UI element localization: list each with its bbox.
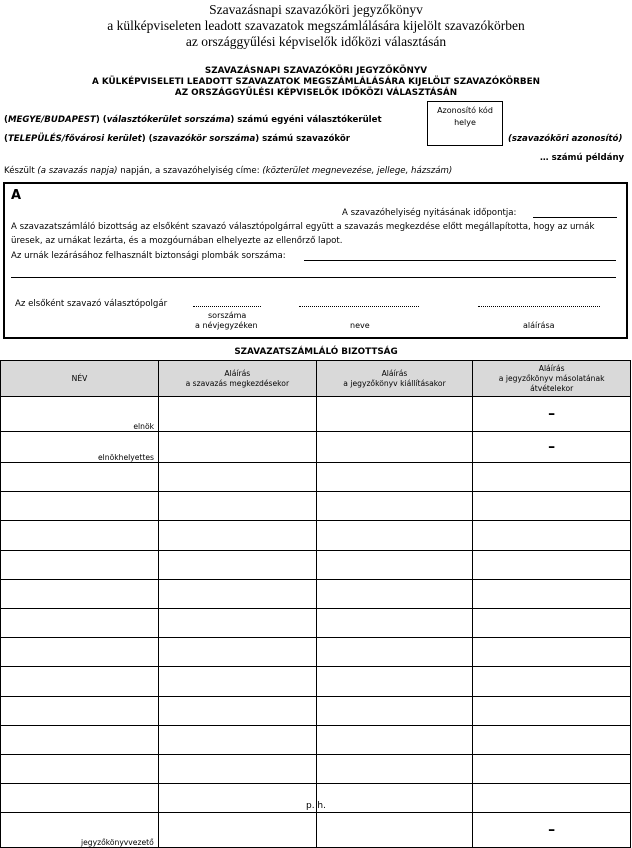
- seal-place: p. h.: [306, 801, 326, 811]
- seals-label: Az urnák lezárásához felhasznált biztonsági plombák sorszáma:: [11, 251, 286, 261]
- table-row: [1, 813, 631, 848]
- precinct-line: (TELEPÜLÉS/fővárosi kerület) (szavazókör sorszáma) számú szavazókör: [4, 134, 350, 144]
- table-row: [1, 550, 631, 579]
- caption-number-1: sorszáma: [208, 311, 247, 320]
- table-row: [1, 579, 631, 608]
- table-row: [1, 754, 631, 783]
- committee-table: [0, 360, 631, 848]
- dash-mark: –: [473, 813, 631, 848]
- signature-cell[interactable]: [316, 432, 473, 463]
- precinct-id: (szavazóköri azonosító): [508, 134, 623, 144]
- table-row: [1, 638, 631, 667]
- section-a-letter: A: [11, 188, 22, 203]
- signature-cell[interactable]: [158, 432, 316, 463]
- table-row: [1, 608, 631, 637]
- table-row: [1, 492, 631, 521]
- table-header-row: [1, 361, 631, 397]
- seals-field-2[interactable]: [11, 277, 616, 278]
- district-line: (MEGYE/BUDAPEST) (választókerület sorszáma) számú egyéni választókerület: [4, 115, 382, 125]
- signature-cell[interactable]: [158, 813, 316, 848]
- table-row: [1, 521, 631, 550]
- opening-time-label: A szavazóhelyiség nyitásának időpontja:: [342, 208, 517, 218]
- first-voter-label: Az elsőként szavazó választópolgár: [15, 299, 168, 309]
- header-line-3: az országgyűlési képviselők időközi választásán: [185, 34, 447, 49]
- table-row: [1, 463, 631, 492]
- signature-cell[interactable]: [158, 397, 316, 432]
- table-row: [1, 667, 631, 696]
- copy-number: … számú példány: [540, 153, 625, 163]
- table-row: [1, 432, 631, 463]
- caption-number-2: a névjegyzéken: [195, 321, 258, 330]
- opening-time-field[interactable]: [533, 217, 617, 218]
- first-voter-number-field[interactable]: [193, 306, 261, 307]
- table-row: [1, 725, 631, 754]
- header-line-2: a külképviseleten leadott szavazatok megszámlálására kijelölt szavazókörben: [107, 18, 525, 33]
- role-clerk[interactable]: jegyzőkönyvvezető: [1, 813, 159, 848]
- signature-cell[interactable]: [316, 813, 473, 848]
- table-row: [1, 696, 631, 725]
- dash-mark: –: [473, 397, 631, 432]
- first-voter-name-field[interactable]: [299, 306, 419, 307]
- doc-title-1: SZAVAZÁSNAPI SZAVAZÓKÖRI JEGYZŐKÖNYV: [204, 66, 428, 76]
- col-sig-issue: Aláírás a jegyzőkönyv kiállításakor: [316, 361, 473, 397]
- dash-mark: –: [473, 432, 631, 463]
- made-line: Készült (a szavazás napja) napján, a szavazóhelyiség címe: (közterület megnevezése, jellege, házszám): [4, 166, 453, 176]
- role-vice-chair[interactable]: elnökhelyettes: [1, 432, 159, 463]
- header-line-1: Szavazásnapi szavazóköri jegyzőkönyv: [209, 2, 423, 17]
- table-row: [1, 397, 631, 432]
- signature-cell[interactable]: [316, 397, 473, 432]
- col-sig-copy: Aláírás a jegyzőkönyv másolatának átvételekor: [473, 361, 631, 397]
- first-voter-signature-field[interactable]: [478, 306, 600, 307]
- doc-title-2: A KÜLKÉPVISELETI LEADOTT SZAVAZATOK MEGSZÁMLÁLÁSÁRA KIJELÖLT SZAVAZÓKÖRBEN: [92, 77, 540, 87]
- seals-field[interactable]: [304, 260, 616, 261]
- section-a-text-1: A szavazatszámláló bizottság az elsőként szavazó választópolgárral együtt a szavazás megkezdése előtt megállapította, hogy az urnák: [11, 222, 595, 232]
- role-chair[interactable]: elnök: [1, 397, 159, 432]
- committee-title: SZAVAZATSZÁMLÁLÓ BIZOTTSÁG: [234, 347, 398, 357]
- col-sig-start: Aláírás a szavazás megkezdésekor: [158, 361, 316, 397]
- doc-title-3: AZ ORSZÁGGYŰLÉSI KÉPVISELŐK IDŐKÖZI VÁLASZTÁSÁN: [174, 88, 458, 98]
- caption-name: neve: [350, 321, 370, 330]
- caption-signature: aláírása: [523, 321, 555, 330]
- section-a-text-2: üresek, az urnákat lezárta, és a mozgóurnában elhelyezte az ellenőrző lapot.: [11, 236, 343, 246]
- col-name: NÉV: [1, 361, 159, 397]
- id-code-box[interactable]: Azonosító kód helye: [427, 101, 503, 146]
